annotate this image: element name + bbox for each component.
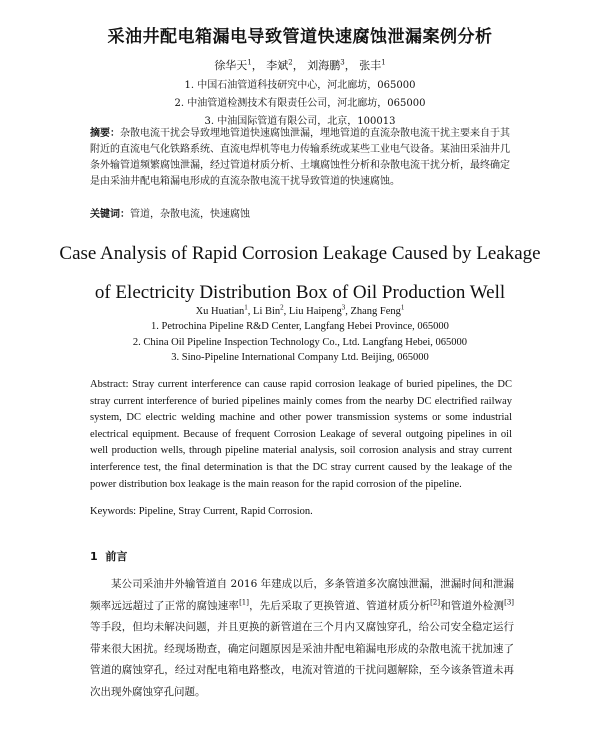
body-text: ，先后采取了更换管道、管道材质分析 xyxy=(248,599,431,612)
author-affiliation-mark: 3 xyxy=(341,303,346,312)
chinese-authors: 徐华天$^1$， 李斌$^2$， 刘海鹏$^3$， 张丰$^1$ xyxy=(214,58,386,72)
english-title-line-1: Case Analysis of Rapid Corrosion Leakage Caused by Leakage xyxy=(59,243,541,264)
citation-ref: [3] xyxy=(504,598,515,606)
chinese-abstract-label: 摘要： xyxy=(90,128,120,139)
english-title-line-2: of Electricity Distribution Box of Oil Production Well xyxy=(94,282,506,303)
author-name: 李斌 xyxy=(266,59,289,72)
body-text: 等手段，但均未解决问题，并且更换的新管道在三个月内又腐蚀穿孔，给公司安全稳定运行带来很大困扰。经现场勘查，确定问题原因是采油井配电箱漏电形成的杂散电流干扰加速了管道的腐蚀穿孔，经过对配电箱电路整改，电流对管道的干扰问题解除，至今该条管道未再次出现外腐蚀穿孔问题。 xyxy=(90,621,514,698)
author-name: 张丰 xyxy=(359,59,382,72)
citation-ref: [2] xyxy=(430,598,441,606)
chinese-title: 采油井配电箱漏电导致管道快速腐蚀泄漏案例分析 xyxy=(107,27,493,47)
citation-ref: [1] xyxy=(239,598,249,606)
english-affiliation-1: 1. Petrochina Pipeline R&D Center, Langfang Hebei Province, 065000 xyxy=(151,321,449,332)
author-affiliation-mark: 2 xyxy=(280,303,284,312)
chinese-affiliation-1: 1. 中国石油管道科技研究中心，河北廊坊，065000 xyxy=(184,80,416,91)
chinese-keywords-label: 关键词： xyxy=(90,209,130,220)
author-affiliation-mark: 1 xyxy=(381,58,386,67)
chinese-abstract-text: 杂散电流干扰会导致埋地管道快速腐蚀泄漏，埋地管道的直流杂散电流干扰主要来自于其附近的直流电气化铁路系统、直流电焊机等电力传输系统或某些工业电气设备。某油田采油井几条外输管道频繁腐蚀泄漏，经过管道材质分析、土壤腐蚀性分析和杂散电流干扰分析，最终确定是由采油井配电箱漏电形成的直流杂散电流干扰导致管道的快速腐蚀。 xyxy=(90,128,510,187)
english-affiliation-3: 3. Sino-Pipeline International Company Ltd. Beijing, 065000 xyxy=(171,352,429,363)
body-text: 和管道外检测 xyxy=(440,599,505,612)
author-name: Li Bin xyxy=(253,306,281,317)
author-name: Liu Haipeng xyxy=(288,306,342,317)
section-heading xyxy=(90,548,127,564)
author-affiliation-mark: 1 xyxy=(247,58,252,67)
author-affiliation-mark: 3 xyxy=(340,58,345,67)
author-affiliation-mark: 2 xyxy=(288,58,293,67)
english-keywords-label: Keywords: xyxy=(90,506,137,517)
english-keywords xyxy=(90,506,313,517)
author-name: Xu Huatian xyxy=(195,306,245,317)
author-name: 徐华天 xyxy=(214,59,248,72)
english-abstract xyxy=(90,377,512,493)
author-name: 刘海鹏 xyxy=(307,59,341,72)
section-number: 1 xyxy=(90,550,98,563)
english-abstract-label: Abstract: xyxy=(90,379,129,390)
chinese-keywords xyxy=(90,205,250,220)
chinese-keywords-text: 管道，杂散电流，快速腐蚀 xyxy=(130,209,250,220)
body-paragraph xyxy=(90,574,514,703)
author-affiliation-mark: 1 xyxy=(400,303,405,312)
author-affiliation-mark: 1 xyxy=(244,303,248,312)
chinese-abstract xyxy=(90,126,510,190)
english-affiliation-2: 2. China Oil Pipeline Inspection Technology Co., Ltd. Langfang Hebei, 065000 xyxy=(132,337,468,348)
author-name: Zhang Feng xyxy=(350,306,401,317)
chinese-affiliation-2: 2. 中油管道检测技术有限责任公司，河北廊坊，065000 xyxy=(174,98,426,109)
body-text: 某公司采油井外输管道自 2016 年建成以后，多条管道多次腐蚀泄漏，泄漏时间和泄漏频率远远超过了正常的腐蚀速率 xyxy=(90,578,514,612)
chinese-affiliation-3: 3. 中油国际管道有限公司，北京，100013 xyxy=(204,116,396,127)
english-keywords-text: Pipeline, Stray Current, Rapid Corrosion. xyxy=(138,506,313,517)
section-title: 前言 xyxy=(105,550,128,563)
english-authors: Xu Huatian$^1$, Li Bin$^2$, Liu Haipeng$^3$, Zhang Feng$^1$ xyxy=(195,303,405,317)
english-abstract-text: Stray current interference can cause rapid corrosion leakage of buried pipelines, the DC stray current interference of buried pipelines mainly comes from the nearby DC electrified railway system, DC electric welding machine and other power transmission systems or some industrial electrical equipment. Because of frequent Corrosion Leakage of several outgoing pipelines in oil well production wells, through pipeline material analysis, soil corrosion analysis and stray current interference test, the final determination is that the DC stray current caused by the leakage of the power distribution box leakage is the main reason for the rapid corrosion of the pipeline. xyxy=(90,379,513,490)
